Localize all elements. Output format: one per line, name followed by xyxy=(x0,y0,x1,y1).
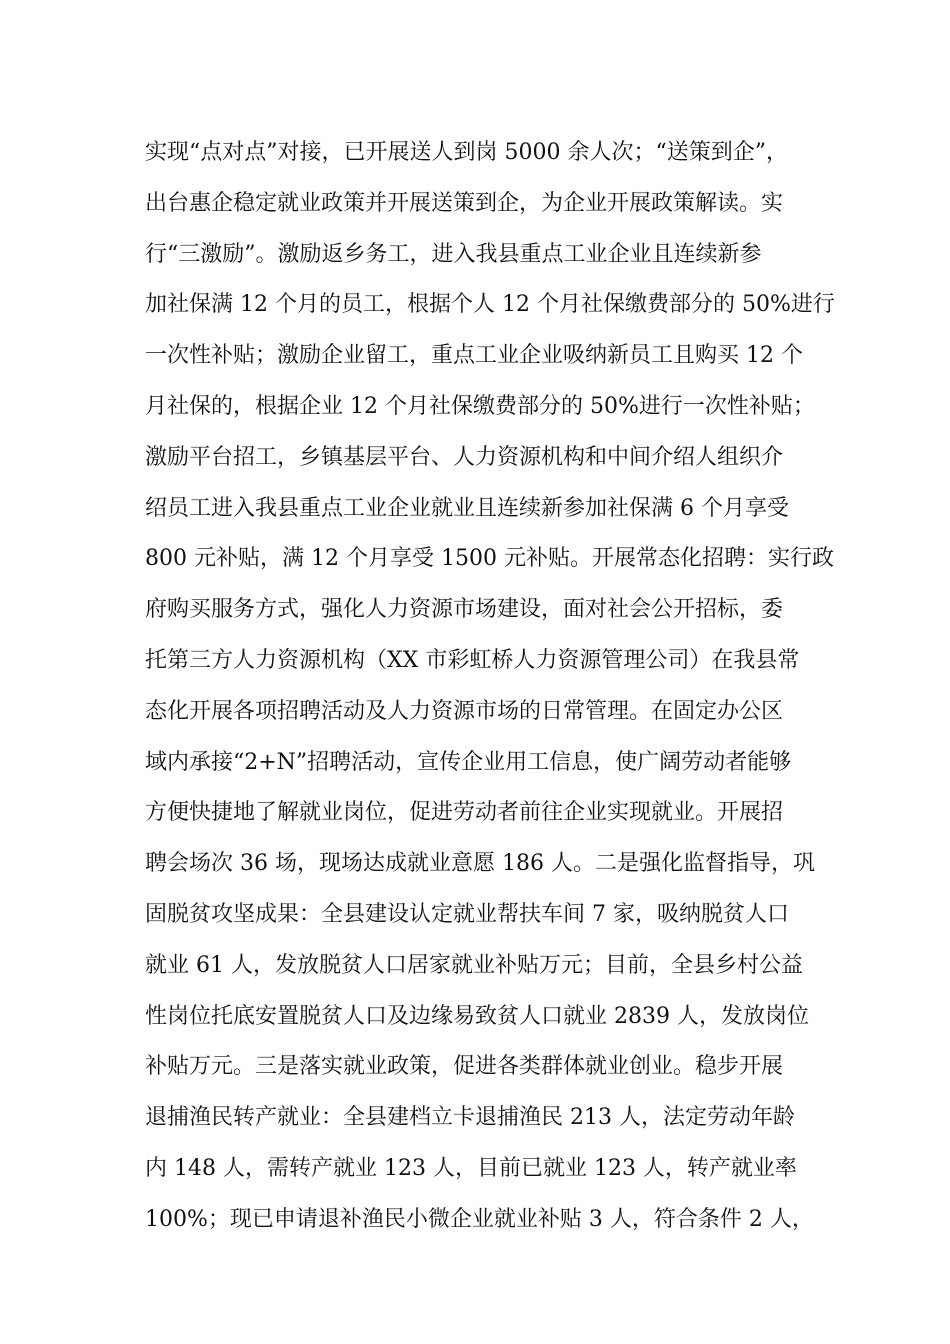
text-line: 出台惠企稳定就业政策并开展送策到企，为企业开展政策解读。实 xyxy=(145,190,784,216)
text-line: 固脱贫攻坚成果：全县建设认定就业帮扶车间 7 家，吸纳脱贫人口 xyxy=(145,901,789,927)
text-line: 方便快捷地了解就业岗位，促进劳动者前往企业实现就业。开展招 xyxy=(145,800,784,826)
text-line: 态化开展各项招聘活动及人力资源市场的日常管理。在固定办公区 xyxy=(145,698,784,724)
text-line: 补贴万元。三是落实就业政策，促进各类群体就业创业。稳步开展 xyxy=(145,1054,784,1080)
text-line: 托第三方人力资源机构（XX 市彩虹桥人力资源管理公司）在我县常 xyxy=(145,647,800,673)
text-line: 退捕渔民转产就业：全县建档立卡退捕渔民 213 人，法定劳动年龄 xyxy=(145,1105,795,1131)
text-line: 行“三激励”。激励返乡务工，进入我县重点工业企业且连续新参 xyxy=(145,241,762,267)
text-line: 激励平台招工，乡镇基层平台、人力资源机构和中间介绍人组织介 xyxy=(145,444,784,470)
body-text xyxy=(145,128,835,1246)
text-line: 域内承接“2+N”招聘活动，宣传企业用工信息，使广阔劳动者能够 xyxy=(145,749,792,775)
text-line: 实现“点对点”对接，已开展送人到岗 5000 余人次；“送策到企”， xyxy=(145,140,788,165)
text-line: 800 元补贴，满 12 个月享受 1500 元补贴。开展常态化招聘：实行政 xyxy=(145,546,834,572)
text-line: 聘会场次 36 场，现场达成就业意愿 186 人。二是强化监督指导，巩 xyxy=(145,851,815,877)
text-line: 就业 61 人，发放脱贫人口居家就业补贴万元；目前，全县乡村公益 xyxy=(145,952,803,978)
text-line: 加社保满 12 个月的员工，根据个人 12 个月社保缴费部分的 50%进行 xyxy=(145,292,835,318)
text-line: 性岗位托底安置脱贫人口及边缘易致贫人口就业 2839 人，发放岗位 xyxy=(145,1003,809,1029)
text-line: 100%；现已申请退补渔民小微企业就业补贴 3 人，符合条件 2 人， xyxy=(145,1206,814,1232)
text-line: 府购买服务方式，强化人力资源市场建设，面对社会公开招标，委 xyxy=(145,597,784,623)
text-line: 绍员工进入我县重点工业企业就业且连续新参加社保满 6 个月享受 xyxy=(145,495,789,521)
text-line: 内 148 人，需转产就业 123 人，目前已就业 123 人，转产就业率 xyxy=(145,1155,797,1181)
text-line: 月社保的，根据企业 12 个月社保缴费部分的 50%进行一次性补贴； xyxy=(145,393,815,419)
text-line: 一次性补贴；激励企业留工，重点工业企业吸纳新员工且购买 12 个 xyxy=(145,343,803,369)
